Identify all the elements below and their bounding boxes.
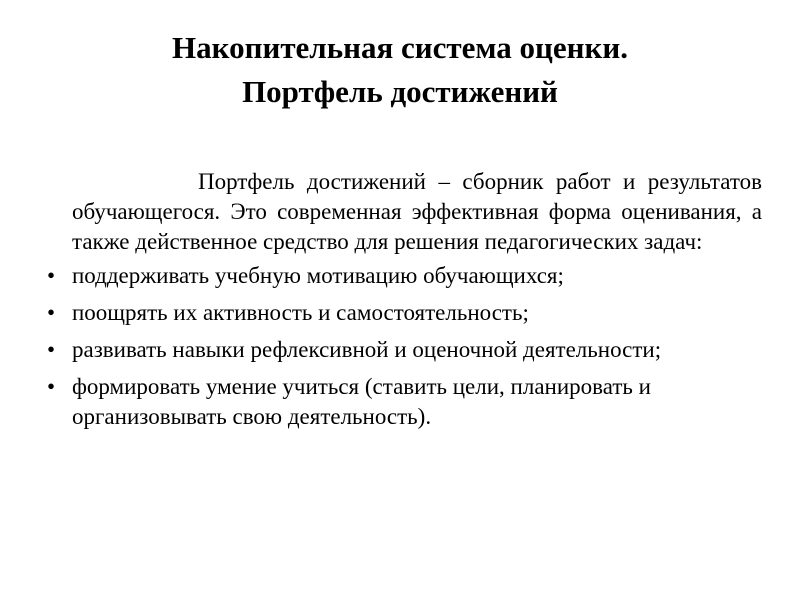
title-line-2: Портфель достижений bbox=[242, 74, 558, 109]
list-item-text: поощрять их активность и самостоятельность; bbox=[72, 300, 529, 325]
bullet-icon: • bbox=[46, 374, 56, 399]
title-line-1: Накопительная система оценки. bbox=[172, 30, 628, 65]
intro-paragraph: Портфель достижений – сборник работ и результатов обучающегося. Это современная эффективная форма оценивания, а также действенное средство для решения педагогических задач: bbox=[72, 169, 762, 254]
slide-title bbox=[0, 26, 800, 114]
list-item-text: развивать навыки рефлексивной и оценочной деятельности; bbox=[72, 337, 662, 362]
bullet-list bbox=[46, 261, 762, 432]
bullet-icon: • bbox=[46, 263, 56, 288]
list-item bbox=[46, 372, 762, 432]
list-item bbox=[46, 261, 762, 291]
list-item bbox=[46, 298, 762, 328]
bullet-icon: • bbox=[46, 300, 56, 325]
list-item-text: формировать умение учиться (ставить цели, планировать и организовывать свою деятельность). bbox=[72, 374, 651, 429]
bullet-icon: • bbox=[46, 337, 56, 362]
list-item-text: поддерживать учебную мотивацию обучающихся; bbox=[72, 263, 564, 288]
slide-body bbox=[46, 167, 762, 432]
list-item bbox=[46, 335, 762, 365]
